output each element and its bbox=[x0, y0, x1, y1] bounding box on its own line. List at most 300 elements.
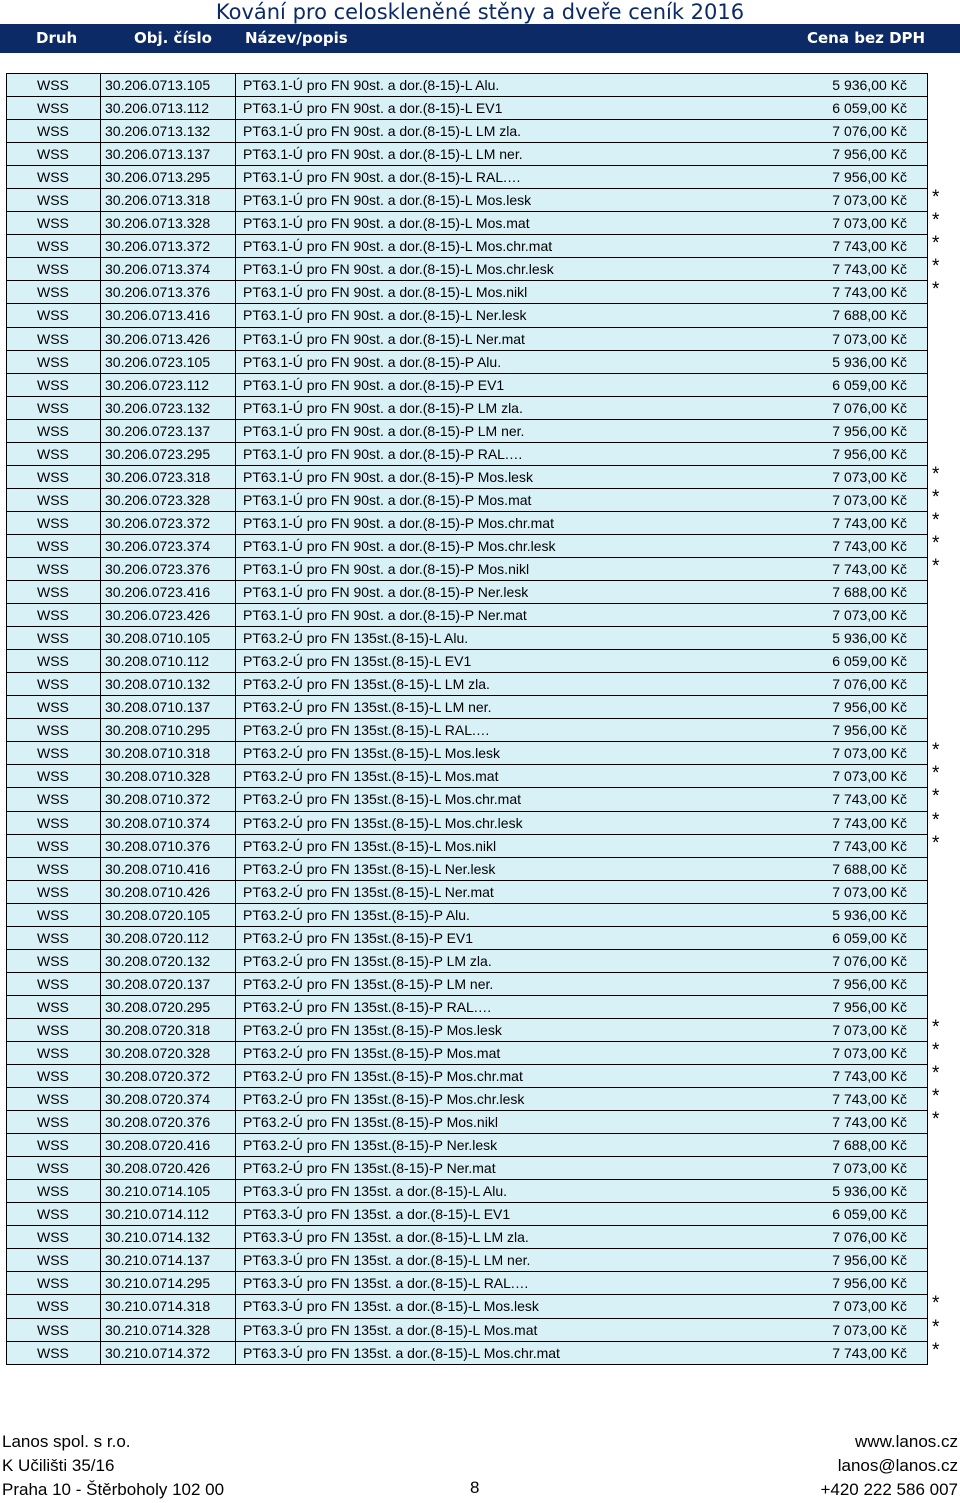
cell-nazev: PT63.1-Ú pro FN 90st. a dor.(8-15)-P RAL.… bbox=[243, 445, 523, 462]
column-divider bbox=[235, 351, 236, 373]
cell-obj-cislo: 30.206.0713.372 bbox=[105, 238, 211, 255]
column-divider bbox=[100, 328, 101, 350]
cell-nazev: PT63.2-Ú pro FN 135st.(8-15)-L Mos.chr.lesk bbox=[243, 814, 523, 831]
cell-cena: 5 936,00 Kč bbox=[832, 353, 907, 370]
cell-cena: 7 076,00 Kč bbox=[832, 399, 907, 416]
table-row bbox=[6, 973, 928, 996]
cell-nazev: PT63.1-Ú pro FN 90st. a dor.(8-15)-P Ner.lesk bbox=[243, 584, 529, 601]
table-row bbox=[6, 120, 928, 143]
cell-cena: 7 956,00 Kč bbox=[832, 422, 907, 439]
column-divider bbox=[235, 788, 236, 810]
cell-nazev: PT63.1-Ú pro FN 90st. a dor.(8-15)-L Mos.mat bbox=[243, 215, 530, 232]
cell-obj-cislo: 30.206.0713.376 bbox=[105, 284, 211, 301]
table-row bbox=[6, 832, 940, 858]
column-divider bbox=[235, 927, 236, 949]
cell-druh: WSS bbox=[37, 814, 69, 831]
cell-cena: 5 936,00 Kč bbox=[832, 630, 907, 647]
cell-druh: WSS bbox=[37, 1091, 69, 1108]
cell-cena: 7 956,00 Kč bbox=[832, 722, 907, 739]
table-row bbox=[6, 397, 928, 420]
cell-obj-cislo: 30.208.0720.137 bbox=[105, 975, 211, 992]
table-row bbox=[6, 740, 940, 765]
cell-nazev: PT63.2-Ú pro FN 135st.(8-15)-L Ner.lesk bbox=[243, 860, 496, 877]
column-divider bbox=[100, 489, 101, 511]
cell-druh: WSS bbox=[37, 1321, 69, 1338]
cell-cena: 7 743,00 Kč bbox=[832, 284, 907, 301]
asterisk-mark: * bbox=[932, 1293, 940, 1315]
cell-obj-cislo: 30.208.0710.328 bbox=[105, 768, 211, 785]
cell-obj-cislo: 30.206.0723.132 bbox=[105, 399, 211, 416]
column-divider bbox=[235, 258, 236, 280]
cell-cena: 7 956,00 Kč bbox=[832, 146, 907, 163]
cell-nazev: PT63.2-Ú pro FN 135st.(8-15)-P RAL.… bbox=[243, 998, 492, 1015]
column-divider bbox=[100, 1226, 101, 1248]
column-divider bbox=[235, 189, 236, 211]
cell-obj-cislo: 30.208.0720.105 bbox=[105, 906, 211, 923]
cell-druh: WSS bbox=[37, 952, 69, 969]
asterisk-mark: * bbox=[932, 1016, 940, 1038]
column-divider bbox=[235, 1342, 236, 1364]
asterisk-mark: * bbox=[932, 740, 940, 762]
column-divider bbox=[100, 535, 101, 557]
cell-obj-cislo: 30.208.0720.426 bbox=[105, 1160, 211, 1177]
cell-obj-cislo: 30.208.0720.374 bbox=[105, 1091, 211, 1108]
cell-druh: WSS bbox=[37, 860, 69, 877]
cell-nazev: PT63.2-Ú pro FN 135st.(8-15)-P Mos.chr.mat bbox=[243, 1068, 523, 1085]
table-row bbox=[6, 463, 940, 489]
column-divider bbox=[235, 581, 236, 603]
cell-nazev: PT63.2-Ú pro FN 135st.(8-15)-P Ner.mat bbox=[243, 1160, 496, 1177]
cell-nazev: PT63.1-Ú pro FN 90st. a dor.(8-15)-P Mos.nikl bbox=[243, 560, 530, 577]
cell-obj-cislo: 30.208.0710.374 bbox=[105, 814, 211, 831]
cell-cena: 7 688,00 Kč bbox=[832, 1137, 907, 1154]
column-divider bbox=[100, 558, 101, 580]
table-row bbox=[6, 1157, 928, 1180]
cell-nazev: PT63.1-Ú pro FN 90st. a dor.(8-15)-L Ner.mat bbox=[243, 330, 525, 347]
cell-obj-cislo: 30.208.0710.137 bbox=[105, 699, 211, 716]
column-divider bbox=[235, 650, 236, 672]
table-row bbox=[6, 143, 928, 166]
cell-nazev: PT63.2-Ú pro FN 135st.(8-15)-P Mos.nikl bbox=[243, 1114, 498, 1131]
cell-nazev: PT63.2-Ú pro FN 135st.(8-15)-P Mos.mat bbox=[243, 1044, 501, 1061]
cell-nazev: PT63.1-Ú pro FN 90st. a dor.(8-15)-L Mos.chr.lesk bbox=[243, 261, 554, 278]
column-divider bbox=[100, 1319, 101, 1341]
footer-email-link[interactable]: lanos@lanos.cz bbox=[837, 1456, 958, 1475]
cell-cena: 5 936,00 Kč bbox=[832, 906, 907, 923]
cell-nazev: PT63.2-Ú pro FN 135st.(8-15)-P Mos.chr.lesk bbox=[243, 1091, 525, 1108]
column-divider bbox=[100, 374, 101, 396]
cell-druh: WSS bbox=[37, 998, 69, 1015]
cell-nazev: PT63.1-Ú pro FN 90st. a dor.(8-15)-L LM ner. bbox=[243, 146, 523, 163]
header-druh: Druh bbox=[36, 29, 78, 47]
cell-obj-cislo: 30.206.0723.295 bbox=[105, 445, 211, 462]
cell-druh: WSS bbox=[37, 215, 69, 232]
cell-druh: WSS bbox=[37, 1160, 69, 1177]
table-row bbox=[6, 187, 940, 212]
table-row bbox=[6, 304, 928, 327]
cell-cena: 7 743,00 Kč bbox=[832, 238, 907, 255]
cell-obj-cislo: 30.210.0714.318 bbox=[105, 1298, 211, 1315]
column-divider bbox=[235, 143, 236, 165]
table-row bbox=[6, 719, 928, 742]
column-divider bbox=[235, 742, 236, 764]
table-row bbox=[6, 1180, 928, 1203]
column-divider bbox=[100, 420, 101, 442]
cell-druh: WSS bbox=[37, 491, 69, 508]
cell-cena: 6 059,00 Kč bbox=[832, 653, 907, 670]
cell-nazev: PT63.3-Ú pro FN 135st. a dor.(8-15)-L Mos.lesk bbox=[243, 1298, 539, 1315]
cell-druh: WSS bbox=[37, 238, 69, 255]
cell-nazev: PT63.1-Ú pro FN 90st. a dor.(8-15)-L RAL.… bbox=[243, 169, 522, 186]
column-divider bbox=[235, 466, 236, 488]
cell-obj-cislo: 30.206.0713.132 bbox=[105, 123, 211, 140]
cell-cena: 7 743,00 Kč bbox=[832, 514, 907, 531]
cell-cena: 7 073,00 Kč bbox=[832, 1298, 907, 1315]
cell-obj-cislo: 30.206.0713.295 bbox=[105, 169, 211, 186]
column-divider bbox=[235, 74, 236, 96]
cell-druh: WSS bbox=[37, 192, 69, 209]
column-divider bbox=[235, 97, 236, 119]
cell-nazev: PT63.1-Ú pro FN 90st. a dor.(8-15)-L EV1 bbox=[243, 100, 503, 117]
cell-cena: 7 956,00 Kč bbox=[832, 1275, 907, 1292]
cell-cena: 7 743,00 Kč bbox=[832, 261, 907, 278]
cell-druh: WSS bbox=[37, 422, 69, 439]
table-row bbox=[6, 1293, 940, 1318]
footer-company: Lanos spol. s r.o. bbox=[2, 1432, 131, 1451]
cell-cena: 7 076,00 Kč bbox=[832, 952, 907, 969]
cell-nazev: PT63.2-Ú pro FN 135st.(8-15)-L EV1 bbox=[243, 653, 472, 670]
cell-druh: WSS bbox=[37, 560, 69, 577]
column-divider bbox=[100, 397, 101, 419]
cell-cena: 7 688,00 Kč bbox=[832, 860, 907, 877]
column-divider bbox=[100, 351, 101, 373]
column-divider bbox=[235, 1319, 236, 1341]
cell-obj-cislo: 30.206.0723.376 bbox=[105, 560, 211, 577]
cell-obj-cislo: 30.206.0713.137 bbox=[105, 146, 211, 163]
cell-nazev: PT63.1-Ú pro FN 90st. a dor.(8-15)-P Mos.mat bbox=[243, 491, 532, 508]
table-row bbox=[6, 927, 928, 950]
cell-druh: WSS bbox=[37, 837, 69, 854]
cell-nazev: PT63.2-Ú pro FN 135st.(8-15)-P Alu. bbox=[243, 906, 470, 923]
column-divider bbox=[235, 627, 236, 649]
cell-druh: WSS bbox=[37, 722, 69, 739]
asterisk-mark: * bbox=[932, 1063, 940, 1085]
cell-cena: 7 743,00 Kč bbox=[832, 1114, 907, 1131]
cell-obj-cislo: 30.206.0723.416 bbox=[105, 584, 211, 601]
cell-nazev: PT63.2-Ú pro FN 135st.(8-15)-L Ner.mat bbox=[243, 883, 494, 900]
table-row bbox=[6, 486, 940, 512]
column-divider bbox=[100, 1065, 101, 1087]
cell-obj-cislo: 30.206.0723.372 bbox=[105, 514, 211, 531]
cell-druh: WSS bbox=[37, 768, 69, 785]
table-row bbox=[6, 279, 940, 304]
cell-druh: WSS bbox=[37, 1021, 69, 1038]
cell-obj-cislo: 30.208.0710.426 bbox=[105, 883, 211, 900]
asterisk-mark: * bbox=[932, 1339, 940, 1361]
column-divider bbox=[100, 1134, 101, 1156]
cell-obj-cislo: 30.206.0713.318 bbox=[105, 192, 211, 209]
cell-nazev: PT63.1-Ú pro FN 90st. a dor.(8-15)-L Alu. bbox=[243, 77, 500, 93]
column-divider bbox=[235, 166, 236, 188]
cell-nazev: PT63.1-Ú pro FN 90st. a dor.(8-15)-L Ner.lesk bbox=[243, 307, 527, 324]
table-row bbox=[6, 1249, 928, 1272]
cell-cena: 7 956,00 Kč bbox=[832, 1252, 907, 1269]
asterisk-mark: * bbox=[932, 1109, 940, 1131]
table-row bbox=[6, 233, 940, 258]
cell-obj-cislo: 30.208.0720.318 bbox=[105, 1021, 211, 1038]
cell-nazev: PT63.3-Ú pro FN 135st. a dor.(8-15)-L LM ner. bbox=[243, 1252, 531, 1269]
cell-cena: 7 688,00 Kč bbox=[832, 307, 907, 324]
cell-nazev: PT63.1-Ú pro FN 90st. a dor.(8-15)-P Ner.mat bbox=[243, 607, 527, 624]
cell-cena: 7 073,00 Kč bbox=[832, 192, 907, 209]
cell-nazev: PT63.2-Ú pro FN 135st.(8-15)-L Mos.chr.mat bbox=[243, 791, 522, 808]
column-divider bbox=[100, 1088, 101, 1110]
column-divider bbox=[235, 397, 236, 419]
column-divider bbox=[100, 1019, 101, 1041]
column-divider bbox=[100, 788, 101, 810]
asterisk-mark: * bbox=[932, 210, 940, 232]
cell-nazev: PT63.1-Ú pro FN 90st. a dor.(8-15)-P LM ner. bbox=[243, 422, 525, 439]
cell-cena: 7 076,00 Kč bbox=[832, 676, 907, 693]
table-row bbox=[6, 1039, 940, 1065]
column-divider bbox=[100, 304, 101, 326]
cell-druh: WSS bbox=[37, 1298, 69, 1315]
cell-cena: 7 073,00 Kč bbox=[832, 1044, 907, 1061]
page-footer bbox=[0, 1430, 960, 1503]
cell-druh: WSS bbox=[37, 100, 69, 117]
column-divider bbox=[100, 927, 101, 949]
column-divider bbox=[235, 996, 236, 1018]
column-divider bbox=[235, 1088, 236, 1110]
header-cena-bez-dph: Cena bez DPH bbox=[807, 29, 926, 47]
asterisk-mark: * bbox=[932, 509, 940, 531]
table-row bbox=[6, 374, 928, 397]
column-divider bbox=[235, 1157, 236, 1179]
column-divider bbox=[100, 1203, 101, 1225]
asterisk-mark: * bbox=[932, 1086, 940, 1108]
asterisk-mark: * bbox=[932, 463, 940, 485]
column-divider bbox=[235, 420, 236, 442]
cell-druh: WSS bbox=[37, 1252, 69, 1269]
cell-nazev: PT63.2-Ú pro FN 135st.(8-15)-P LM zla. bbox=[243, 952, 492, 969]
table-row bbox=[6, 1086, 940, 1111]
cell-obj-cislo: 30.206.0713.426 bbox=[105, 330, 211, 347]
cell-druh: WSS bbox=[37, 146, 69, 163]
column-divider bbox=[235, 765, 236, 787]
cell-druh: WSS bbox=[37, 1183, 69, 1200]
column-divider bbox=[235, 1111, 236, 1133]
cell-druh: WSS bbox=[37, 653, 69, 670]
table-row bbox=[6, 1109, 940, 1134]
cell-cena: 6 059,00 Kč bbox=[832, 100, 907, 117]
header-nazev-popis: Název/popis bbox=[245, 29, 348, 47]
column-divider bbox=[235, 881, 236, 903]
cell-nazev: PT63.2-Ú pro FN 135st.(8-15)-L LM ner. bbox=[243, 699, 492, 716]
table-row bbox=[6, 1339, 940, 1365]
column-divider bbox=[100, 996, 101, 1018]
cell-nazev: PT63.1-Ú pro FN 90st. a dor.(8-15)-P LM zla. bbox=[243, 399, 523, 416]
cell-nazev: PT63.1-Ú pro FN 90st. a dor.(8-15)-P Mos.chr.mat bbox=[243, 514, 554, 531]
cell-cena: 7 073,00 Kč bbox=[832, 330, 907, 347]
cell-obj-cislo: 30.206.0713.105 bbox=[105, 77, 211, 93]
cell-cena: 6 059,00 Kč bbox=[832, 1206, 907, 1223]
footer-city: Praha 10 - Štěrboholy 102 00 bbox=[2, 1480, 225, 1499]
cell-obj-cislo: 30.210.0714.328 bbox=[105, 1321, 211, 1338]
cell-obj-cislo: 30.210.0714.112 bbox=[105, 1206, 210, 1223]
cell-nazev: PT63.2-Ú pro FN 135st.(8-15)-L Mos.nikl bbox=[243, 837, 497, 854]
column-divider bbox=[235, 1065, 236, 1087]
column-divider bbox=[235, 1226, 236, 1248]
column-divider bbox=[100, 1295, 101, 1317]
column-divider bbox=[235, 558, 236, 580]
cell-druh: WSS bbox=[37, 169, 69, 186]
footer-address bbox=[2, 1430, 224, 1502]
asterisk-mark: * bbox=[932, 486, 940, 508]
cell-cena: 7 956,00 Kč bbox=[832, 445, 907, 462]
cell-nazev: PT63.1-Ú pro FN 90st. a dor.(8-15)-L LM zla. bbox=[243, 123, 522, 140]
cell-cena: 7 073,00 Kč bbox=[832, 1160, 907, 1177]
column-divider bbox=[100, 1111, 101, 1133]
footer-contacts bbox=[820, 1430, 958, 1502]
cell-druh: WSS bbox=[37, 1044, 69, 1061]
column-divider bbox=[235, 1042, 236, 1064]
cell-nazev: PT63.3-Ú pro FN 135st. a dor.(8-15)-L Mos.mat bbox=[243, 1321, 538, 1338]
cell-druh: WSS bbox=[37, 1206, 69, 1223]
cell-nazev: PT63.1-Ú pro FN 90st. a dor.(8-15)-P Mos.lesk bbox=[243, 468, 533, 485]
table-row bbox=[6, 74, 928, 97]
column-divider bbox=[100, 235, 101, 257]
cell-druh: WSS bbox=[37, 745, 69, 762]
column-divider bbox=[100, 166, 101, 188]
cell-obj-cislo: 30.206.0713.328 bbox=[105, 215, 211, 232]
column-divider bbox=[100, 1180, 101, 1202]
cell-obj-cislo: 30.208.0720.112 bbox=[105, 929, 210, 946]
column-divider bbox=[235, 904, 236, 926]
cell-druh: WSS bbox=[37, 883, 69, 900]
cell-cena: 7 076,00 Kč bbox=[832, 1229, 907, 1246]
table-row bbox=[6, 604, 928, 627]
cell-cena: 7 743,00 Kč bbox=[832, 1091, 907, 1108]
table-row bbox=[6, 581, 928, 604]
column-divider bbox=[235, 535, 236, 557]
cell-nazev: PT63.2-Ú pro FN 135st.(8-15)-L RAL.… bbox=[243, 722, 490, 739]
cell-cena: 7 688,00 Kč bbox=[832, 584, 907, 601]
cell-druh: WSS bbox=[37, 1137, 69, 1154]
table-row bbox=[6, 1226, 928, 1249]
table-row bbox=[6, 809, 940, 835]
column-divider bbox=[100, 742, 101, 764]
cell-obj-cislo: 30.210.0714.105 bbox=[105, 1183, 211, 1200]
cell-druh: WSS bbox=[37, 537, 69, 554]
cell-obj-cislo: 30.206.0723.105 bbox=[105, 353, 211, 370]
cell-obj-cislo: 30.208.0710.416 bbox=[105, 860, 211, 877]
column-divider bbox=[100, 812, 101, 834]
table-row bbox=[6, 555, 940, 581]
column-divider bbox=[100, 1272, 101, 1294]
cell-obj-cislo: 30.208.0710.295 bbox=[105, 722, 211, 739]
cell-obj-cislo: 30.208.0710.105 bbox=[105, 630, 211, 647]
cell-cena: 6 059,00 Kč bbox=[832, 376, 907, 393]
cell-druh: WSS bbox=[37, 307, 69, 324]
table-row bbox=[6, 97, 928, 120]
cell-obj-cislo: 30.208.0720.416 bbox=[105, 1137, 211, 1154]
column-divider bbox=[100, 627, 101, 649]
cell-druh: WSS bbox=[37, 906, 69, 923]
cell-obj-cislo: 30.210.0714.137 bbox=[105, 1252, 211, 1269]
cell-cena: 7 073,00 Kč bbox=[832, 1321, 907, 1338]
column-divider bbox=[100, 1157, 101, 1179]
table-row bbox=[6, 786, 940, 811]
cell-druh: WSS bbox=[37, 445, 69, 462]
cell-nazev: PT63.2-Ú pro FN 135st.(8-15)-L Mos.lesk bbox=[243, 745, 501, 762]
cell-nazev: PT63.2-Ú pro FN 135st.(8-15)-P EV1 bbox=[243, 929, 474, 946]
cell-obj-cislo: 30.206.0723.374 bbox=[105, 537, 211, 554]
table-row bbox=[6, 763, 940, 788]
asterisk-mark: * bbox=[932, 256, 940, 278]
cell-cena: 7 956,00 Kč bbox=[832, 169, 907, 186]
footer-street: K Učilišti 35/16 bbox=[2, 1456, 115, 1475]
cell-cena: 7 073,00 Kč bbox=[832, 768, 907, 785]
cell-cena: 7 743,00 Kč bbox=[832, 560, 907, 577]
column-divider bbox=[235, 812, 236, 834]
cell-cena: 7 956,00 Kč bbox=[832, 699, 907, 716]
cell-obj-cislo: 30.208.0720.132 bbox=[105, 952, 211, 969]
table-row bbox=[6, 1016, 940, 1042]
cell-obj-cislo: 30.206.0713.112 bbox=[105, 100, 210, 117]
column-divider bbox=[100, 765, 101, 787]
column-divider bbox=[100, 281, 101, 303]
cell-cena: 7 073,00 Kč bbox=[832, 745, 907, 762]
cell-nazev: PT63.1-Ú pro FN 90st. a dor.(8-15)-L Mos.chr.mat bbox=[243, 238, 553, 255]
cell-druh: WSS bbox=[37, 468, 69, 485]
table-row bbox=[6, 904, 928, 927]
asterisk-mark: * bbox=[932, 187, 940, 209]
cell-cena: 7 073,00 Kč bbox=[832, 607, 907, 624]
cell-obj-cislo: 30.208.0720.328 bbox=[105, 1044, 211, 1061]
cell-obj-cislo: 30.210.0714.372 bbox=[105, 1344, 211, 1361]
asterisk-mark: * bbox=[932, 832, 940, 854]
column-divider bbox=[235, 1019, 236, 1041]
table-row bbox=[6, 696, 928, 719]
footer-web-link[interactable]: www.lanos.cz bbox=[855, 1432, 958, 1451]
column-divider bbox=[235, 374, 236, 396]
column-divider bbox=[235, 1295, 236, 1317]
cell-druh: WSS bbox=[37, 376, 69, 393]
table-row bbox=[6, 532, 940, 558]
cell-druh: WSS bbox=[37, 1275, 69, 1292]
cell-druh: WSS bbox=[37, 699, 69, 716]
column-divider bbox=[235, 673, 236, 695]
cell-cena: 7 073,00 Kč bbox=[832, 215, 907, 232]
column-divider bbox=[235, 719, 236, 741]
cell-nazev: PT63.2-Ú pro FN 135st.(8-15)-P Ner.lesk bbox=[243, 1137, 498, 1154]
cell-obj-cislo: 30.206.0723.137 bbox=[105, 422, 211, 439]
cell-druh: WSS bbox=[37, 1114, 69, 1131]
table-row bbox=[6, 420, 928, 443]
cell-obj-cislo: 30.208.0720.372 bbox=[105, 1068, 211, 1085]
cell-obj-cislo: 30.208.0720.295 bbox=[105, 998, 211, 1015]
column-divider bbox=[235, 1249, 236, 1271]
table-row bbox=[6, 166, 928, 189]
cell-druh: WSS bbox=[37, 1068, 69, 1085]
column-divider bbox=[100, 604, 101, 626]
column-divider bbox=[235, 489, 236, 511]
cell-nazev: PT63.1-Ú pro FN 90st. a dor.(8-15)-L Mos.nikl bbox=[243, 284, 528, 301]
cell-obj-cislo: 30.208.0720.376 bbox=[105, 1114, 211, 1131]
cell-druh: WSS bbox=[37, 607, 69, 624]
cell-obj-cislo: 30.206.0723.426 bbox=[105, 607, 211, 624]
column-divider bbox=[235, 120, 236, 142]
